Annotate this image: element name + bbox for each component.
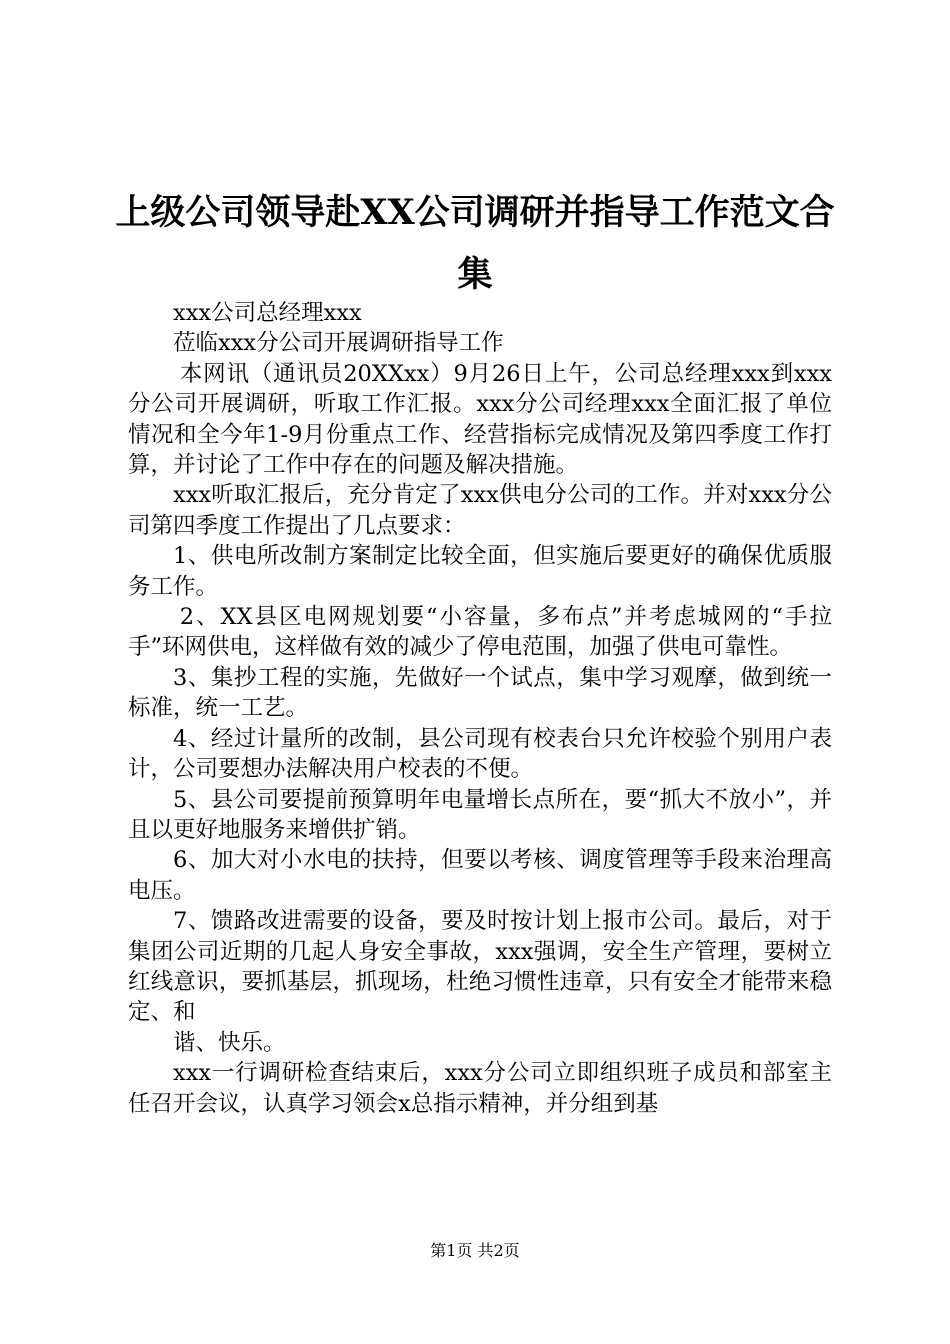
paragraph: xxx听取汇报后，充分肯定了xxx供电分公司的工作。并对xxx分公司第四季度工作提出了几点要求：: [128, 482, 832, 539]
page-number: 第1页 共2页: [430, 1241, 520, 1260]
list-item: 2、XX县区电网规划要“小容量，多布点”并考虑城网的“手拉手”环网供电，这样做有效的减少了停电范围，加强了供电可靠性。: [128, 604, 832, 661]
paragraph-heading-line-2: 莅临xxx分公司开展调研指导工作: [173, 330, 504, 357]
paragraph: xxx一行调研检查结束后，xxx分公司立即组织班子成员和部室主任召开会议，认真学习领会x总指示精神，并分组到基: [128, 1060, 832, 1117]
paragraph: 本网讯（通讯员20XXxx）9月26日上午，公司总经理xxx到xxx分公司开展调研，听取工作汇报。xxx分公司经理xxx全面汇报了单位情况和全今年1-9月份重点工作、经营指标完成情况及第四季度工作打算，并讨论了工作中存在的问题及解决措施。: [128, 360, 832, 479]
list-item: 6、加大对小水电的扶持，但要以考核、调度管理等手段来治理高电压。: [128, 847, 832, 904]
list-item: 7、馈路改进需要的设备，要及时按计划上报市公司。最后，对于集团公司近期的几起人身安全事故，xxx强调，安全生产管理，要树立红线意识，要抓基层，抓现场，杜绝习惯性违章，只有安全才能带来稳定、和: [128, 908, 832, 1026]
list-item: 1、供电所改制方案制定比较全面，但实施后要更好的确保优质服务工作。: [128, 543, 832, 600]
paragraph: 谐、快乐。: [173, 1029, 286, 1056]
document-title: 上级公司领导赴XX公司调研并指导工作范文合集: [115, 192, 835, 295]
paragraph-heading-line-1: xxx公司总经理xxx: [173, 300, 362, 326]
list-item: 5、县公司要提前预算明年电量增长点所在，要“抓大不放小”，并且以更好地服务来增供扩销。: [128, 786, 832, 843]
document-body: [128, 298, 832, 1119]
list-item: 3、集抄工程的实施，先做好一个试点，集中学习观摩，做到统一标准，统一工艺。: [128, 664, 832, 722]
list-item: 4、经过计量所的改制，县公司现有校表台只允许校验个别用户表计，公司要想办法解决用户校表的不便。: [128, 725, 832, 783]
